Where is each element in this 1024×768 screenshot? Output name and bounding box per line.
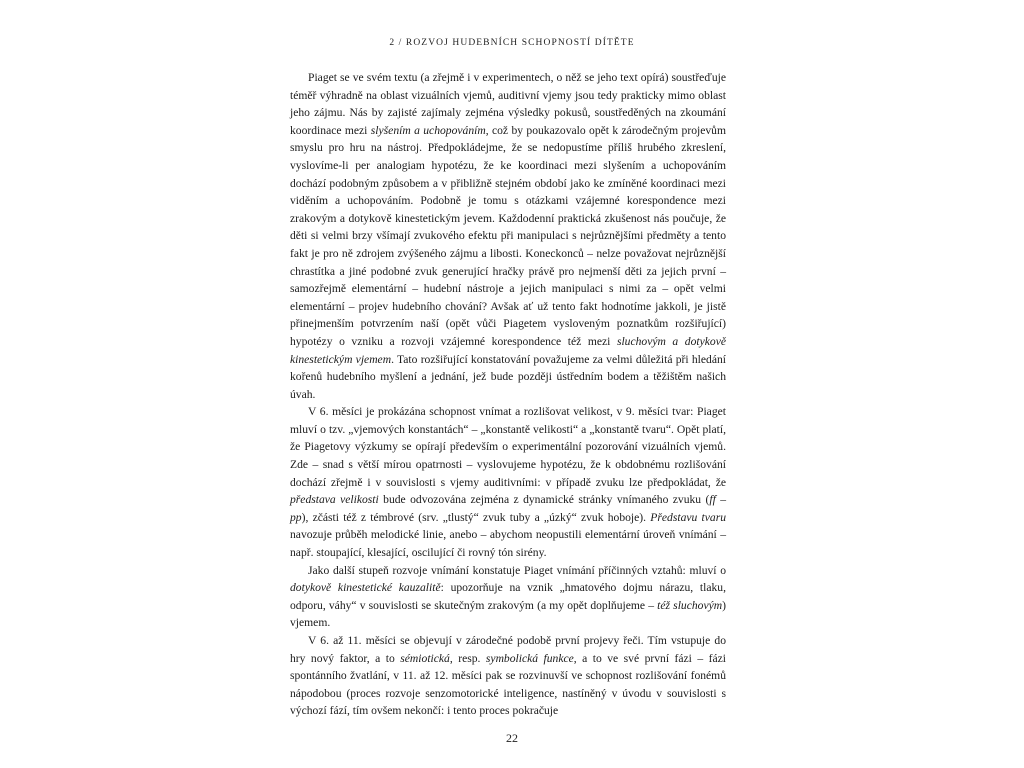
text-run: ), zčásti též z témbrové (srv. „tlustý“ zvuk tuby a „úzký“ zvuk hoboje).: [301, 510, 651, 524]
body-text: [290, 69, 726, 720]
text-run: Piaget se ve svém textu (a zřejmě i v experimentech, o něž se jeho text opírá) soustřeďuje téměř výhradně na oblast vizuálních vjemů, auditivní vjemy jsou tedy prakticky mimo oblast jeho zájmu. Nás by zajisté zajímaly zejména výsledky pokusů, soustředěných na zkoumání koordinace mezi: [290, 71, 726, 137]
text-run: V 6. měsíci je prokázána schopnost vnímat a rozlišovat velikost, v 9. měsíci tvar: Piaget mluví o tzv. „vjemových konstantách“ – „konstantě velikosti“ a „konstantě tvaru“. Opět platí, že Piagetovy výzkumy se opírají především o experimentální pozorování vizuálních vjemů. Zde – snad s větší mírou opatrnosti – vyslovujeme hypotézu, že k obdobnému rozlišování dochází zřejmě i v souvislosti s vjemy auditivními: v případě zvuku lze předpokládat, že: [290, 405, 726, 489]
text-run: . Tato rozšiřující konstatování považujeme za velmi důležitá při hledání kořenů hudebního myšlení a jednání, jež bude později ústředním bodem a těžištěm našich úvah.: [290, 352, 726, 401]
text-run: V 6. až 11. měsíci se objevují v zárodečné podobě první projevy řeči. Tím vstupuje do hry nový faktor, a to: [290, 634, 726, 665]
paragraph: [290, 69, 726, 403]
text-run: Jako další stupeň rozvoje vnímání konstatuje Piaget vnímání příčinných vztahů: mluví o: [308, 563, 726, 577]
text-run: , resp.: [449, 651, 486, 665]
italic-phrase: symbolická funkce: [485, 651, 574, 665]
text-run: , což by poukazovalo opět k zárodečným projevům smyslu pro hru na nástroj. Předpokládejme, že se nedopustíme příliš hrubého zkreslení, vyslovíme-li per analogiam hypotézu, že ke koordinaci mezi slyšením a uchopováním dochází podobným způsobem a v přibližně stejném období jako ke zmíněné koordinaci mezi viděním a uchopováním. Podobně je tomu s otázkami vzájemné korespondence mezi zrakovým a dotykově kinestetickým jevem. Každodenní praktická zkušenost nás poučuje, že děti si velmi brzy všímají zvukového efektu při manipulaci s nejrůznějšími předměty a tento fakt je pro ně zdrojem zvýšeného zájmu a libosti. Koneckonců – nelze považovat nejrůznější chrastítka a jiné podobné zvuk generující hračky právě pro nejmenší děti za jejich první – samozřejmě elementární – hudební nástroje a jejich manipulaci s nimi za – opět velmi elementární – projev hudebního chování? Avšak ať už tento fakt hodnotíme jakkoli, je jistě přinejmenším potvrzením naší (opět vůči Piagetem vysloveným poznatkům rozšiřující) hypotézy o vzniku a rozvoji vzájemné korespondence též mezi: [290, 123, 726, 348]
text-run: ) vjemem.: [290, 598, 726, 630]
italic-phrase: sluchovým a dotykově kinestetickým vjemem: [290, 334, 726, 366]
page-number: 22: [506, 731, 518, 745]
text-run: , a to ve své první fázi – fázi spontánního žvatlání, v 11. až 12. měsíci pak se rozvinuvší ve schopnost rozlišování fonémů nápodobou (proces rozvoje senzomotorické inteligence, nastíněný v úvodu v souvislosti s výchozí fází, tím ovšem nekončí: i tento proces pokračuje: [290, 651, 726, 718]
italic-phrase: představa velikosti: [290, 493, 379, 507]
italic-phrase: Představu tvaru: [650, 510, 727, 524]
italic-phrase: dotykově kinestetické kauzalitě: [290, 581, 441, 595]
text-run: navozuje průběh melodické linie, anebo – abychom neopustili elementární úroveň vnímání – např. stoupající, klesající, oscilující či rovný tón sirény.: [290, 528, 726, 560]
italic-phrase: sémiotická: [400, 651, 450, 665]
text-run: : upozorňuje na vznik „hmatového dojmu nárazu, tlaku, odporu, váhy“ v souvislosti se skutečným zrakovým (a my opět doplňujeme –: [290, 581, 727, 612]
italic-phrase: slyšením a uchopováním: [370, 123, 486, 137]
paragraph: [290, 632, 726, 720]
text-run: bude odvozována zejména z dynamické stránky vnímaného zvuku (: [378, 493, 710, 507]
italic-phrase: ff – pp: [290, 493, 727, 524]
paragraph: [290, 403, 726, 561]
paragraph: [290, 562, 726, 632]
running-head: 2 / ROZVOJ HUDEBNÍCH SCHOPNOSTÍ DÍTĚTE: [389, 38, 635, 48]
italic-phrase: též sluchovým: [657, 598, 723, 612]
